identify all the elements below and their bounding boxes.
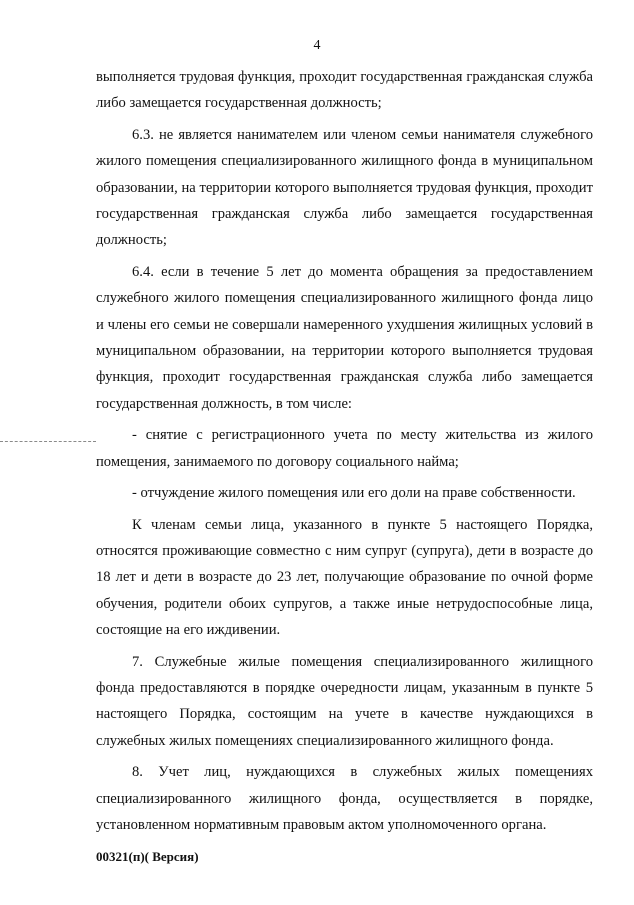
scan-artifact-line xyxy=(0,441,96,442)
paragraph-continuation: выполняется трудовая функция, проходит государственная гражданская служба либо замещается государственная должность; xyxy=(96,69,593,112)
paragraph-family-members: К членам семьи лица, указанного в пункте 5 настоящего Порядка, относятся проживающие совместно с ним супруг (супруга), дети в возрасте до 18 лет и дети в возрасте до 23 лет, получающие образование по очной форме обучения, родители обоих супругов, а также иные нетрудоспособные лица, состоящие на его иждивении. xyxy=(96,516,593,639)
list-item-alienation: - отчуждение жилого помещения или его доли на праве собственности. xyxy=(132,485,576,502)
paragraph-8: 8. Учет лиц, нуждающихся в служебных жилых помещениях специализированного жилищного фонда, осуществляется в порядке, установленном нормативным правовым актом уполномоченного органа. xyxy=(96,764,593,833)
document-code: 00321(п)( Версия) xyxy=(96,849,199,864)
paragraph-6-3: 6.3. не является нанимателем или членом семьи нанимателя служебного жилого помещения специализированного жилищного фонда в муниципальном образовании, на территории которого выполняется трудовая функция, проходит государственная гражданская служба либо замещается государственная должность; xyxy=(96,126,593,249)
page-number: 4 xyxy=(313,38,321,53)
document-body xyxy=(96,64,593,838)
paragraph-6-4: 6.4. если в течение 5 лет до момента обращения за предоставлением служебного жилого помещения специализированного жилищного фонда лицо и члены его семьи не совершали намеренного ухудшения жилищных условий в муниципальном образовании, на территории которого выполняется трудовая функция, проходит государственная гражданская служба либо замещается государственная должность, в том числе: xyxy=(96,263,593,412)
paragraph-7: 7. Служебные жилые помещения специализированного жилищного фонда предоставляются в порядке очередности лицам, указанным в пункте 5 настоящего Порядка, состоящим на учете в качестве нуждающихся в служебных жилых помещениях специализированного жилищного фонда. xyxy=(96,653,593,749)
list-item-registration: - снятие с регистрационного учета по месту жительства из жилого помещения, занимаемого по договору социального найма; xyxy=(96,427,593,470)
